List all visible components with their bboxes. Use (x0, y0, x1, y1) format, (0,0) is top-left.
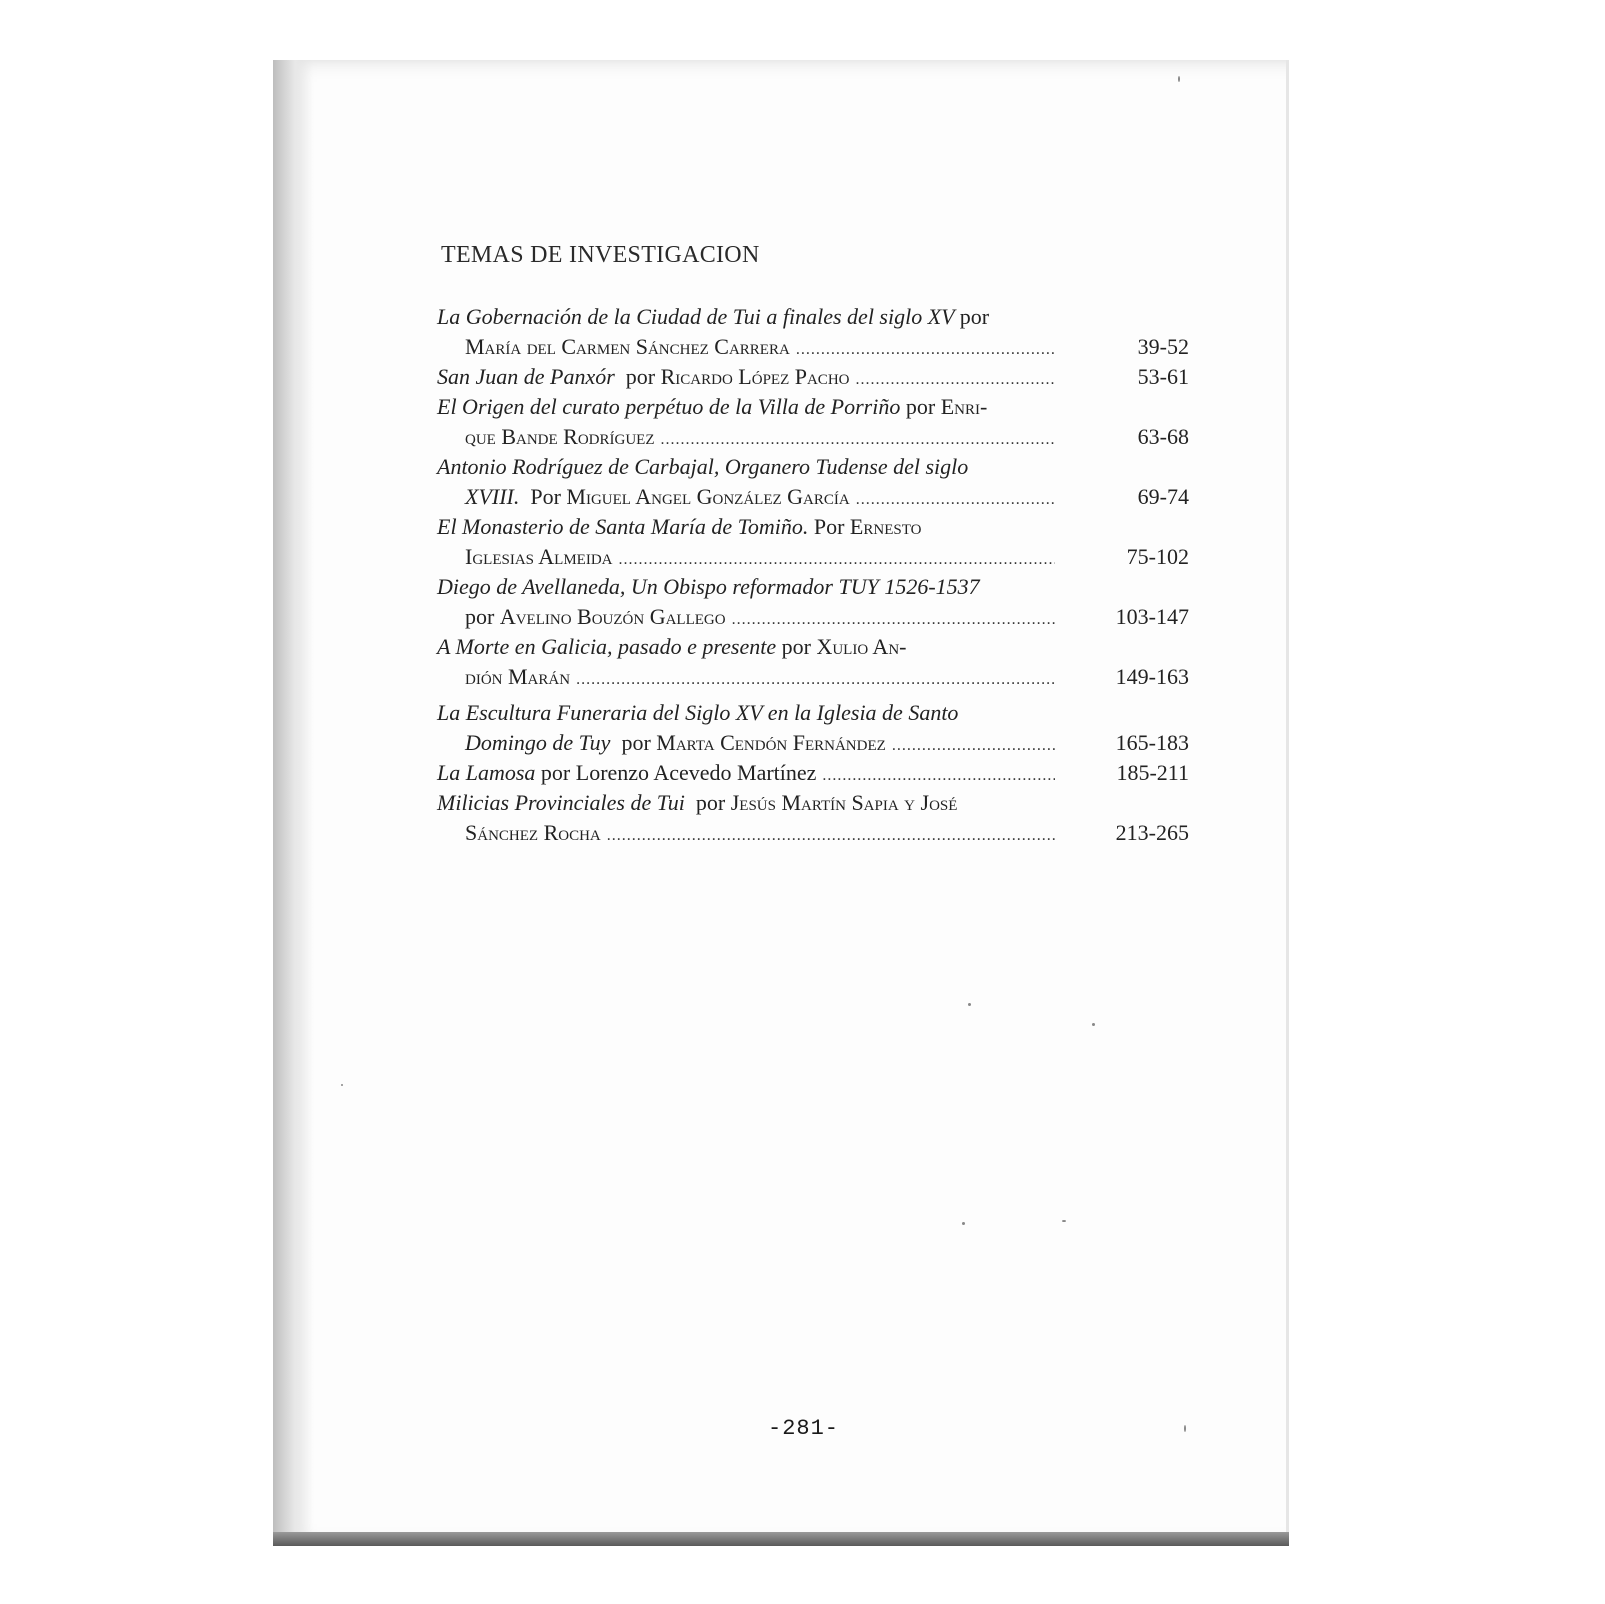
scan-speck (962, 1222, 965, 1225)
toc-entry-title-line (437, 788, 1189, 818)
toc-entry (437, 392, 1189, 455)
entry-title: Milicias Provinciales de Tui (437, 790, 685, 815)
dot-leaders (732, 605, 1055, 635)
toc-entry-author-line (437, 332, 1189, 365)
entry-pages: 69-74 (1137, 484, 1189, 509)
entry-pages: 149-163 (1115, 664, 1189, 689)
entry-connector: Por (530, 484, 561, 509)
entry-author: Lorenzo Acevedo Martínez (575, 760, 817, 785)
entry-title-continued: XVIII. (465, 484, 520, 509)
page-right-edge (1286, 60, 1289, 1546)
toc-entry (437, 362, 1189, 395)
entry-author: dión Marán (465, 664, 571, 689)
dot-leaders (619, 545, 1056, 575)
dot-leaders (661, 425, 1056, 455)
toc-entry-title-line (437, 302, 1189, 332)
entry-pages: 75-102 (1126, 544, 1189, 569)
toc-entry-author-line (437, 542, 1189, 575)
entry-connector: por (959, 304, 990, 329)
scan-speck (1178, 76, 1180, 82)
entry-connector: por (621, 730, 651, 755)
entry-connector: por (465, 604, 495, 629)
scan-speck (968, 1003, 971, 1006)
toc-entry (437, 698, 1189, 761)
entry-author: Avelino Bouzón Gallego (499, 604, 726, 629)
dot-leaders (855, 365, 1055, 395)
dot-leaders (892, 731, 1055, 761)
entry-author: Sánchez Rocha (465, 820, 601, 845)
scan-speck (1184, 1425, 1186, 1432)
toc-entry-title-line (437, 632, 1189, 662)
toc-entry-author-line (437, 482, 1189, 515)
entry-pages: 165-183 (1115, 730, 1189, 755)
entry-author: Miguel Angel González García (566, 484, 850, 509)
entry-pages: 39-52 (1137, 334, 1189, 359)
entry-author: que Bande Rodríguez (465, 424, 655, 449)
entry-title: La Lamosa (437, 760, 536, 785)
entry-pages: 63-68 (1137, 424, 1189, 449)
toc-entry-single-line (437, 362, 1189, 395)
entry-connector: por (781, 634, 811, 659)
dot-leaders (856, 485, 1055, 515)
toc-entry (437, 302, 1189, 365)
entry-pages: 185-211 (1116, 760, 1189, 785)
dot-leaders (822, 761, 1055, 791)
entry-pages: 103-147 (1115, 604, 1189, 629)
toc-entry-title-line (437, 512, 1189, 542)
dot-leaders (796, 335, 1055, 365)
page-number: -281- (768, 1416, 840, 1441)
entry-author-start: Ernesto (849, 514, 922, 539)
entry-title: La Gobernación de la Ciudad de Tui a finales del siglo XV (437, 304, 955, 329)
entry-author: Marta Cendón Fernández (656, 730, 886, 755)
toc-entry-title-line (437, 392, 1189, 422)
entry-title: El Monasterio de Santa María de Tomiño. (437, 514, 809, 539)
toc-entry-title-line (437, 452, 1189, 482)
entry-connector: por (540, 760, 571, 785)
entry-connector: por (905, 394, 936, 419)
dot-leaders (607, 821, 1055, 851)
entry-pages: 213-265 (1115, 820, 1189, 845)
entry-connector: Por (813, 514, 845, 539)
scan-speck (341, 1084, 343, 1086)
scan-speck (1092, 1023, 1095, 1026)
entry-connector: por (695, 790, 726, 815)
toc-entry-author-line (437, 662, 1189, 695)
entry-author: Iglesias Almeida (465, 544, 613, 569)
entry-title: Antonio Rodríguez de Carbajal, Organero Tudense del siglo (437, 454, 969, 479)
scan-speck (1062, 1220, 1066, 1222)
toc-entry (437, 512, 1189, 575)
entry-title: San Juan de Panxór (437, 364, 615, 389)
entry-pages: 53-61 (1137, 364, 1189, 389)
toc-entry-author-line (437, 422, 1189, 455)
toc-entry-single-line (437, 758, 1189, 791)
toc-entry (437, 788, 1189, 851)
toc-entry (437, 572, 1189, 635)
toc-entry (437, 758, 1189, 791)
entry-title-continued: Domingo de Tuy (465, 730, 611, 755)
section-heading: TEMAS DE INVESTIGACION (441, 242, 760, 268)
entry-connector: por (625, 364, 656, 389)
toc-entry (437, 632, 1189, 695)
page-bottom-edge (273, 1532, 1289, 1546)
entry-title: El Origen del curato perpétuo de la Villa de Porriño (437, 394, 901, 419)
entry-title: Diego de Avellaneda, Un Obispo reformador TUY 1526-1537 (437, 574, 980, 599)
toc-entry-author-line (437, 728, 1189, 761)
toc-entry (437, 452, 1189, 515)
entry-author: Ricardo López Pacho (660, 364, 850, 389)
toc-entry-title-line (437, 698, 1189, 728)
entry-author: María del Carmen Sánchez Carrera (465, 334, 790, 359)
entry-title: La Escultura Funeraria del Siglo XV en la Iglesia de Santo (437, 700, 959, 725)
toc-entry-title-line (437, 572, 1189, 602)
toc-entry-author-line (437, 818, 1189, 851)
entry-author-start: Jesús Martín Sapia y José (730, 790, 958, 815)
entry-author-start: Xulio An- (816, 634, 907, 659)
toc-entry-author-line (437, 602, 1189, 635)
entry-author-start: Enri- (940, 394, 988, 419)
dot-leaders (576, 665, 1055, 695)
entry-title: A Morte en Galicia, pasado e presente (437, 634, 777, 659)
